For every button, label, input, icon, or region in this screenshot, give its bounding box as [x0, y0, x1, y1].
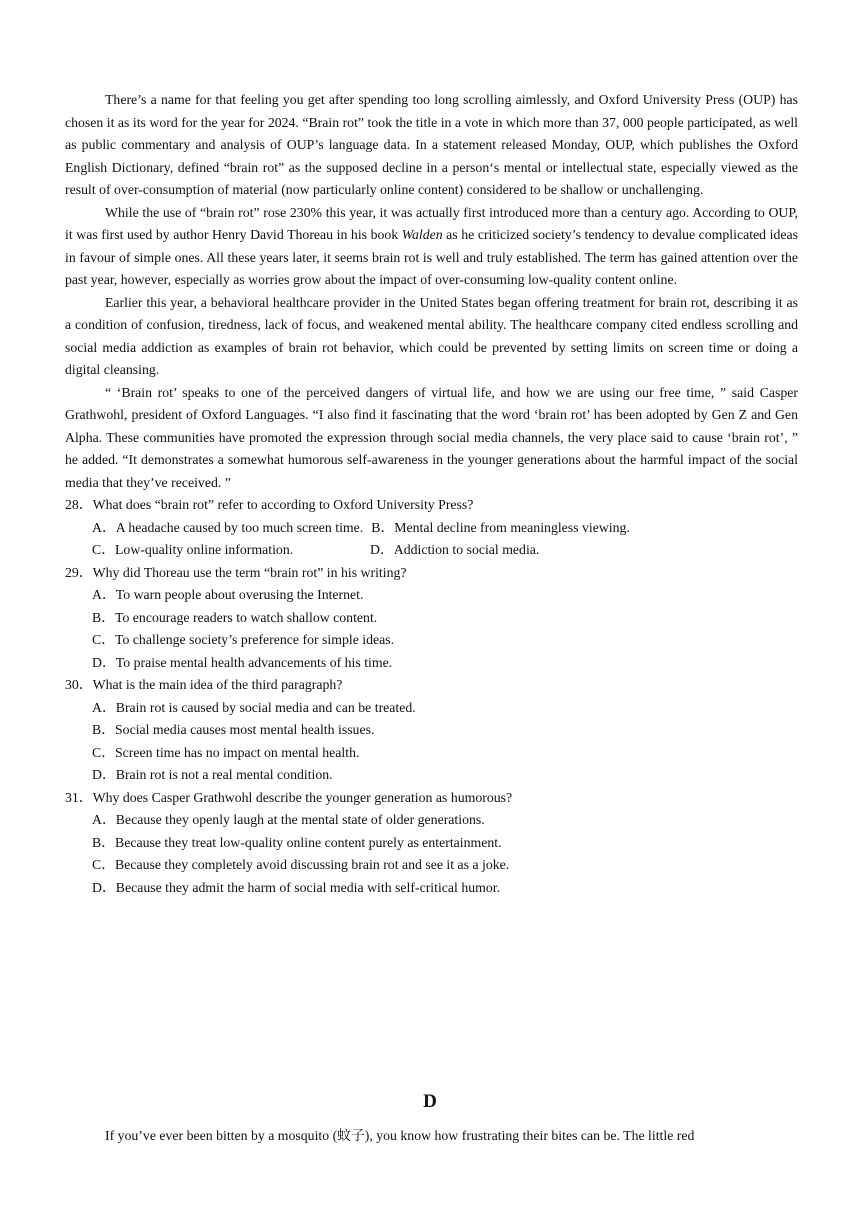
question-28-stem: 28．What does “brain rot” refer to according to Oxford University Press? — [65, 497, 474, 512]
question-29-option-d[interactable]: D．To praise mental health advancements of his time. — [92, 654, 393, 670]
reading-section-c — [65, 89, 798, 899]
question-28-option-d[interactable]: D．Addiction to social media. — [370, 542, 540, 557]
question-31-option-a[interactable]: A．Because they openly laugh at the mental state of older generations. — [92, 812, 485, 827]
question-30-option-d[interactable]: D．Brain rot is not a real mental condition. — [92, 767, 333, 782]
question-31-option-c[interactable]: C．Because they completely avoid discussing brain rot and see it as a joke. — [92, 857, 510, 872]
question-29-option-a[interactable]: A．To warn people about overusing the Internet. — [92, 587, 364, 602]
paragraph-2-text-b: as he criticized society’s tendency to devalue complicated ideas in favour of simple ones. All these years later, it seems brain rot is well and truly established. The term has gained attention over the past year, however, especially as worries grow about the impact of over-consuming low-quality content online. — [65, 227, 798, 287]
question-31-options — [65, 809, 798, 899]
question-29-option-c[interactable]: C．To challenge society’s preference for simple ideas. — [92, 632, 395, 647]
question-30-option-c[interactable]: C．Screen time has no impact on mental health. — [92, 744, 360, 760]
question-28-option-c[interactable]: C．Low-quality online information. — [92, 542, 294, 557]
question-30-stem: 30．What is the main idea of the third paragraph? — [65, 677, 343, 692]
question-29-options — [65, 584, 798, 674]
passage-paragraph-4: “ ‘Brain rot’ speaks to one of the perceived dangers of virtual life, and how we are using our free time, ” said Casper Grathwohl, president of Oxford Languages. “I also find it fascinating that the word ‘brain rot’ has been adopted by Gen Z and Gen Alpha. These communities have promoted the expression through social media channels, the very place said to cause ‘brain rot’, ” he added. “It demonstrates a somewhat humorous self-awareness in the younger generations about the harmful impact of the social media that they’ve received. ” — [65, 384, 798, 490]
question-30-option-b[interactable]: B．Social media causes most mental health issues. — [92, 722, 375, 737]
section-d-intro-paragraph: If you’ve ever been bitten by a mosquito (蚊子), you know how frustrating their bites can be. The little red — [105, 1128, 695, 1143]
passage-paragraph-1: There’s a name for that feeling you get after spending too long scrolling aimlessly, and Oxford University Press (OUP) has chosen it as its word for the year for 2024. “Brain rot” took the title in a vote in which more than 37, 000 people participated, as well as public commentary and analysis of OUP’s language data. In a statement released Monday, OUP, which publishes the Oxford English Dictionary, defined “brain rot” as the supposed decline in a person‘s mental or intellectual state, especially viewed as the result of over-consumption of material (now particularly online content) considered to be shallow or unchallenging. — [65, 92, 798, 197]
question-28-options — [65, 517, 798, 562]
paragraph-2-text-a: While the use of “brain rot” rose 230% this year, it was actually first introduced more than a century ago. According to OUP, it was first used by author Henry David Thoreau in his book — [65, 204, 798, 242]
question-28-row-cd — [92, 539, 798, 562]
passage-paragraph-3: Earlier this year, a behavioral healthcare provider in the United States began offering treatment for brain rot, describing it as a condition of confusion, tiredness, lack of focus, and weakened mental ability. The healthcare company cited endless scrolling and social media addiction as examples of brain rot behavior, which could be prevented by setting limits on screen time or doing a digital cleansing. — [65, 294, 798, 377]
question-29-stem: 29．Why did Thoreau use the term “brain rot” in his writing? — [65, 564, 407, 580]
question-31-option-d[interactable]: D．Because they admit the harm of social media with self-critical humor. — [92, 879, 501, 895]
question-31-stem: 31．Why does Casper Grathwohl describe the younger generation as humorous? — [65, 789, 513, 805]
passage-paragraph-2 — [65, 202, 798, 292]
book-title-walden: Walden — [401, 227, 443, 242]
question-31-option-b[interactable]: B．Because they treat low-quality online content purely as entertainment. — [92, 834, 502, 850]
question-28-option-a[interactable]: A．A headache caused by too much screen time. — [92, 519, 364, 535]
question-28-row-ab — [92, 517, 798, 540]
question-29-option-b[interactable]: B．To encourage readers to watch shallow content. — [92, 609, 378, 625]
question-28-option-b[interactable]: B．Mental decline from meaningless viewing. — [371, 519, 630, 535]
question-30-option-a[interactable]: A．Brain rot is caused by social media and can be treated. — [92, 699, 416, 715]
question-30-options — [65, 697, 798, 787]
section-d-heading: D — [423, 1091, 437, 1112]
